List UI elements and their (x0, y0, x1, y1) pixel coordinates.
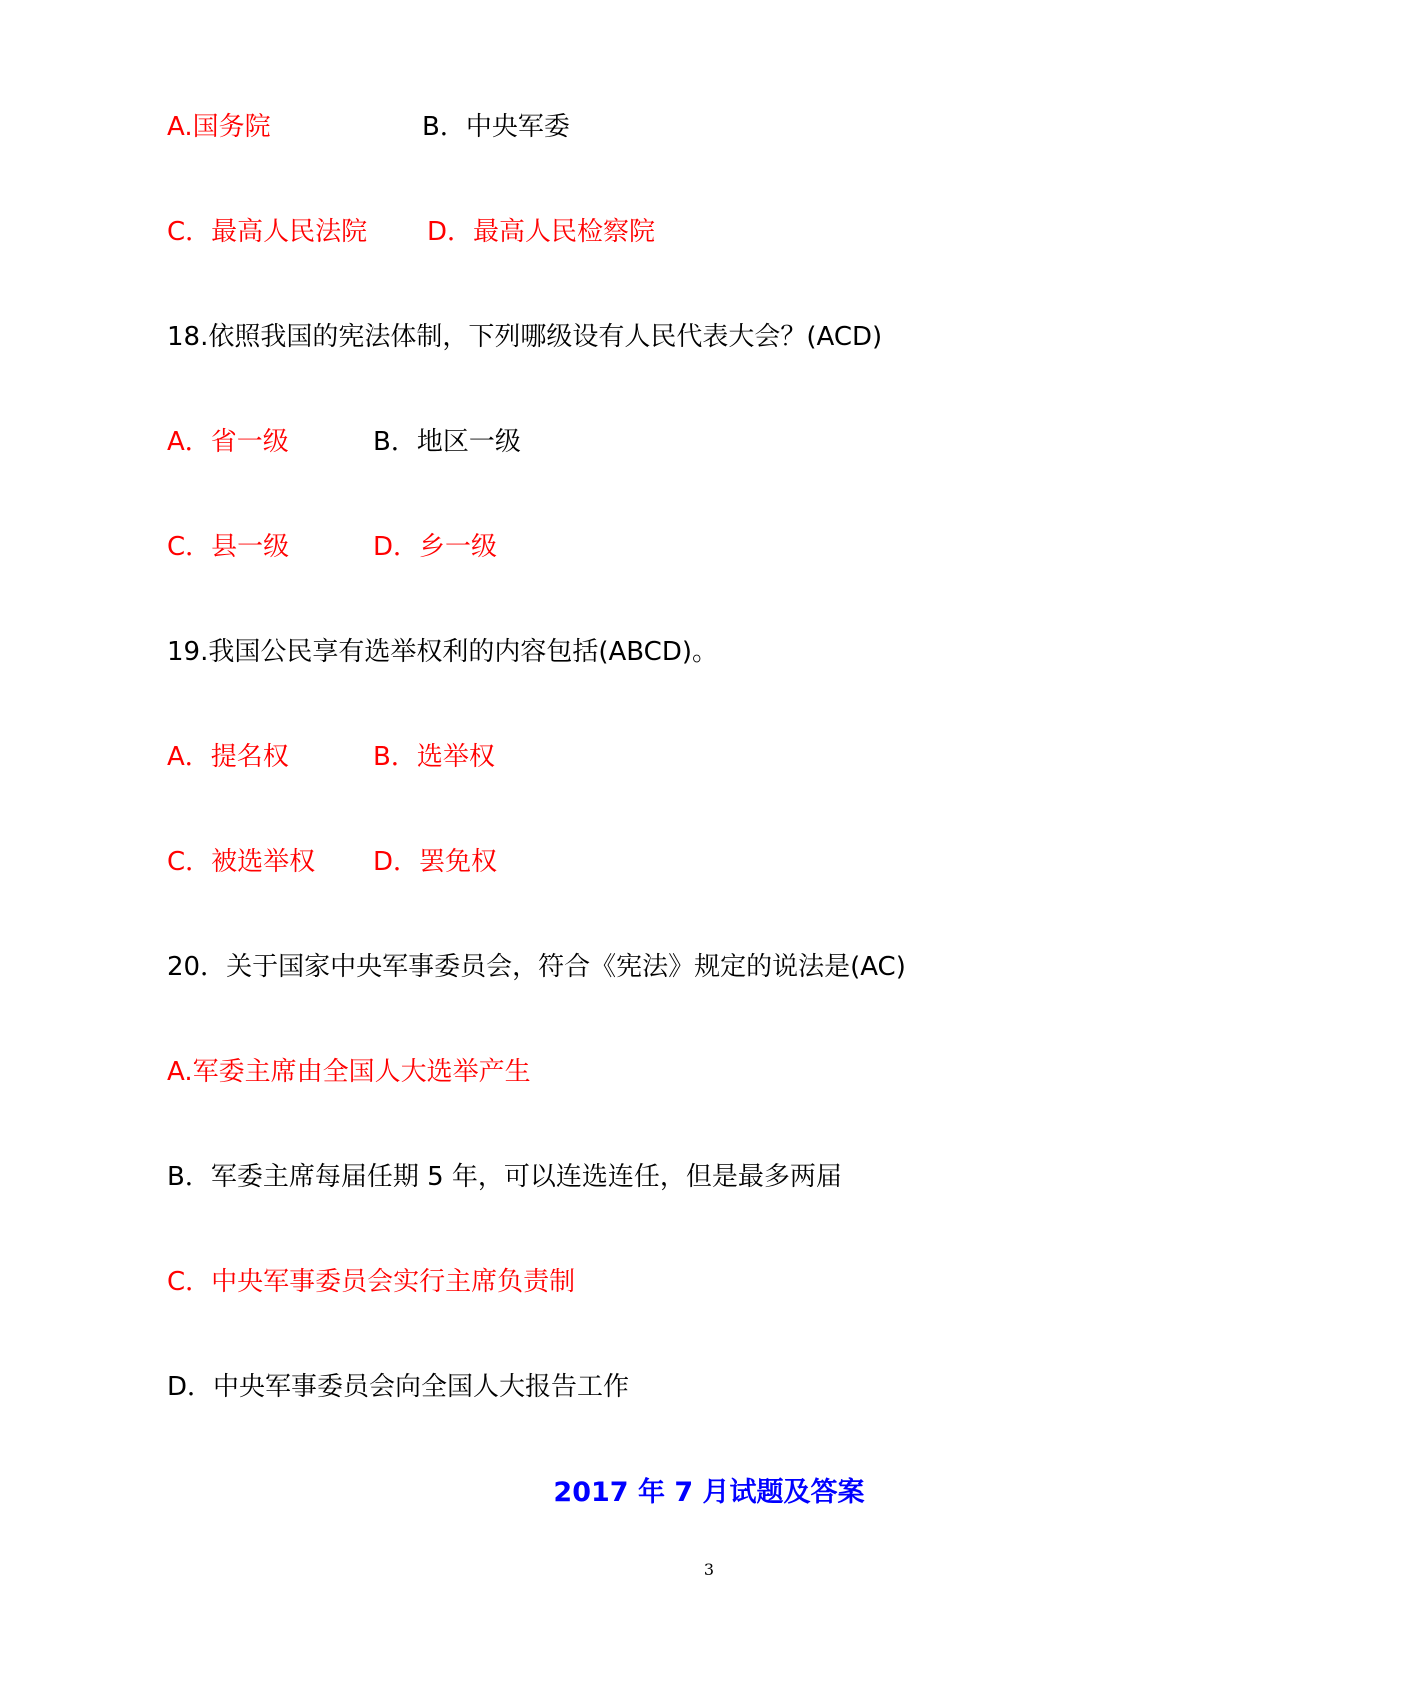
q18-option-b: B．地区一级 (373, 427, 521, 457)
q20-option-b: B．军委主席每届任期 5 年，可以连选连任，但是最多两届 (167, 1162, 842, 1192)
q20-option-a: A.军委主席由全国人大选举产生 (167, 1057, 531, 1087)
q18-option-a: A．省一级 (167, 427, 289, 457)
q19-option-c: C．被选举权 (167, 847, 316, 877)
page-number: 3 (703, 1560, 715, 1579)
q19-question: 19.我国公民享有选举权利的内容包括(ABCD)。 (167, 637, 718, 667)
q20-question: 20．关于国家中央军事委员会，符合《宪法》规定的说法是(AC) (167, 952, 906, 982)
q20-option-d: D．中央军事委员会向全国人大报告工作 (167, 1372, 630, 1402)
q17-option-a: A.国务院 (167, 112, 271, 142)
q20-option-c: C．中央军事委员会实行主席负责制 (167, 1267, 576, 1297)
q19-option-a: A．提名权 (167, 742, 289, 772)
q19-option-d: D．罢免权 (373, 847, 498, 877)
q17-option-c: C．最高人民法院 (167, 217, 368, 247)
q18-question: 18.依照我国的宪法体制，下列哪级设有人民代表大会？(ACD) (167, 322, 883, 352)
section-heading: 2017 年 7 月试题及答案 (553, 1477, 865, 1508)
q18-option-d: D．乡一级 (373, 532, 498, 562)
q19-option-b: B．选举权 (373, 742, 495, 772)
q17-option-b: B．中央军委 (422, 112, 570, 142)
q18-option-c: C．县一级 (167, 532, 290, 562)
q17-option-d: D．最高人民检察院 (427, 217, 656, 247)
